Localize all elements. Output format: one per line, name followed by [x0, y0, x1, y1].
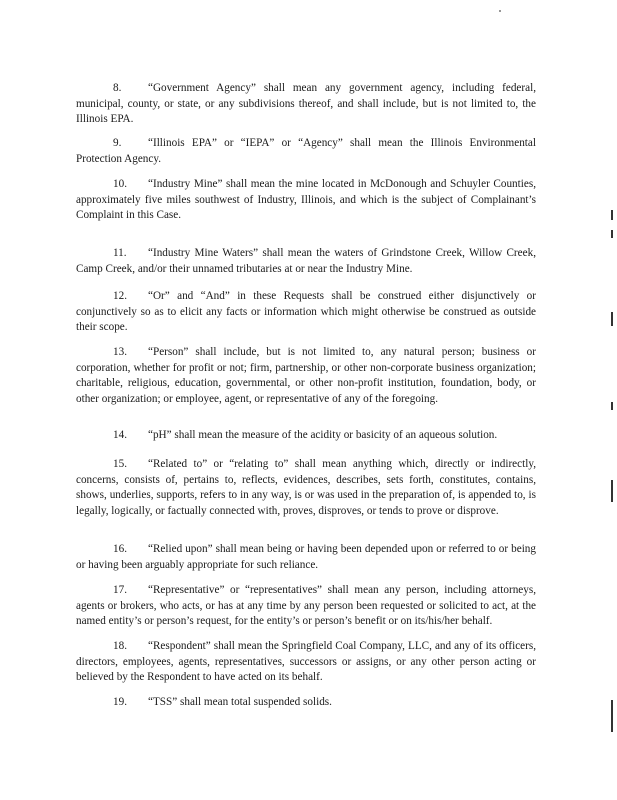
paragraph-text: “Related to” or “relating to” shall mean anything which, directly or indirectly, concerns, consists of, pertains to, reflects, evidences, describes, sets forth, constitutes, contains, shows, underlies, supports, refers to in any way, is or was used in the preparation of, is appended to, is legally, logically, or factually connected with, proves, disproves, or tends to prove or disprove.: [76, 458, 536, 517]
paragraph-text: “Person” shall include, but is not limited to, any natural person; business or corporation, whether for profit or not; firm, partnership, or other non-corporate business organization; charitable, religious, education, governmental, or other non-profit institution, foundation, body, or other organization; or employee, agent, or representative of any of the foregoing.: [76, 346, 536, 405]
paragraph-number: 15.: [113, 458, 127, 470]
paragraph-number: 16.: [113, 543, 127, 555]
scan-speck: [499, 10, 501, 12]
definition-paragraph-19: [76, 695, 536, 711]
scan-margin-mark: [611, 480, 613, 502]
scan-margin-mark: [611, 312, 613, 326]
paragraph-number: 12.: [113, 290, 127, 302]
paragraph-number: 8.: [113, 82, 122, 94]
paragraph-text: “TSS” shall mean total suspended solids.: [148, 696, 332, 708]
paragraph-text: “Industry Mine Waters” shall mean the waters of Grindstone Creek, Willow Creek, Camp Creek, and/or their unnamed tributaries at or near the Industry Mine.: [76, 247, 536, 275]
definition-paragraph-16: [76, 542, 536, 573]
definition-paragraph-18: [76, 639, 536, 686]
paragraph-text: “Relied upon” shall mean being or having been depended upon or referred to or being or having been arguably appropriate for such reliance.: [76, 543, 536, 571]
definition-paragraph-15: [76, 457, 536, 519]
definition-paragraph-8: [76, 81, 536, 128]
paragraph-number: 14.: [113, 429, 127, 441]
paragraph-number: 9.: [113, 137, 122, 149]
definition-paragraph-13: [76, 345, 536, 407]
definition-paragraph-14: [76, 428, 536, 444]
definition-paragraph-10: [76, 177, 536, 224]
paragraph-number: 13.: [113, 346, 127, 358]
definition-paragraph-9: [76, 136, 536, 167]
paragraph-number: 10.: [113, 178, 127, 190]
paragraph-text: “Industry Mine” shall mean the mine located in McDonough and Schuyler Counties, approximately five miles southwest of Industry, Illinois, and which is the subject of Complainant’s Complaint in this Case.: [76, 178, 536, 221]
definition-paragraph-12: [76, 289, 536, 336]
scan-margin-mark: [611, 210, 613, 220]
paragraph-text: “Illinois EPA” or “IEPA” or “Agency” shall mean the Illinois Environmental Protection Agency.: [76, 137, 536, 165]
paragraph-number: 18.: [113, 640, 127, 652]
paragraph-number: 19.: [113, 696, 127, 708]
scan-margin-mark: [611, 230, 613, 238]
scan-margin-mark: [611, 700, 613, 732]
paragraph-text: “Representative” or “representatives” shall mean any person, including attorneys, agents or brokers, who acts, or has at any time by any person been requested or solicited to act, at the named entity’s or person’s request, for the entity’s or person’s benefit or on its/his/her behalf.: [76, 584, 536, 627]
scan-margin-mark: [611, 402, 613, 410]
paragraph-text: “Respondent” shall mean the Springfield Coal Company, LLC, and any of its officers, directors, employees, agents, representatives, successors or assigns, or any other person acting or believed by the Respondent to have acted on its behalf.: [76, 640, 536, 683]
paragraph-text: “pH” shall mean the measure of the acidity or basicity of an aqueous solution.: [148, 429, 498, 441]
paragraph-text: “Government Agency” shall mean any government agency, including federal, municipal, county, or state, or any subdivisions thereof, and shall include, but is not limited to, the Illinois EPA.: [76, 82, 536, 125]
paragraph-text: “Or” and “And” in these Requests shall be construed either disjunctively or conjunctively so as to elicit any facts or information which might otherwise be construed as outside their scope.: [76, 290, 536, 333]
definition-paragraph-11: [76, 246, 536, 277]
definition-paragraph-17: [76, 583, 536, 630]
paragraph-number: 17.: [113, 584, 127, 596]
paragraph-number: 11.: [113, 247, 127, 259]
